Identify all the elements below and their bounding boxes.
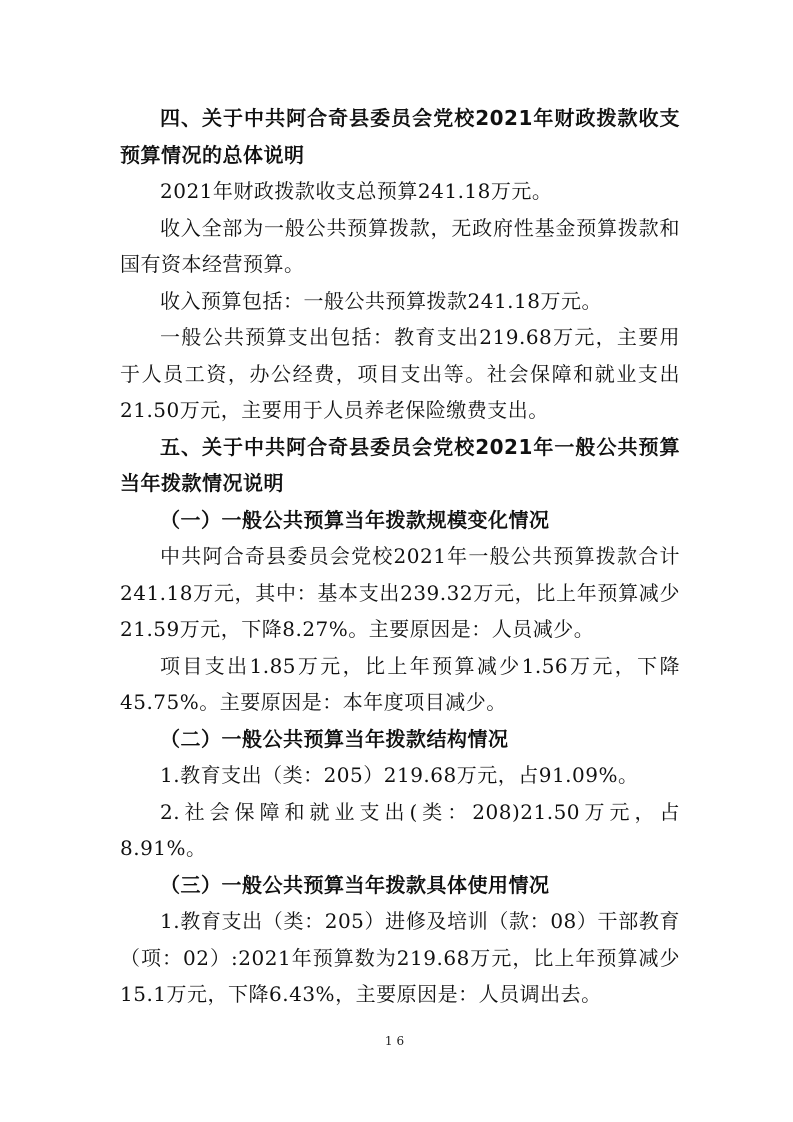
paragraph-total-budget: 2021年财政拨款收支总预算241.18万元。 bbox=[160, 179, 553, 203]
paragraph-expenditure: 一般公共预算支出包括：教育支出219.68万元，主要用于人员工资，办公经费，项目支出等。社会保障和就业支出21.50万元，主要用于人员养老保险缴费支出。 bbox=[120, 325, 680, 422]
paragraph-structure-2: 2.社会保障和就业支出(类：208)21.50万元，占8.91%。 bbox=[120, 799, 680, 860]
paragraph-income-budget: 收入预算包括：一般公共预算拨款241.18万元。 bbox=[160, 288, 602, 313]
page-number: 16 bbox=[384, 1034, 409, 1048]
section-heading-5: 五、关于中共阿合奇县委员会党校2021年一般公共预算当年拨款情况说明 bbox=[120, 434, 680, 495]
paragraph-scale-change: 中共阿合奇县委员会党校2021年一般公共预算拨款合计241.18万元，其中：基本支出239.32万元，比上年预算减少21.59万元，下降8.27%。主要原因是：人员减少。 bbox=[120, 544, 680, 641]
paragraph-structure-1: 1.教育支出（类：205）219.68万元，占91.09%。 bbox=[160, 763, 639, 787]
subheading-3: （三）一般公共预算当年拨款具体使用情况 bbox=[160, 872, 550, 897]
paragraph-project-expenditure: 项目支出1.85万元，比上年预算减少1.56万元，下降45.75%。主要原因是：本年度项目减少。 bbox=[120, 653, 680, 714]
subheading-2: （二）一般公共预算当年拨款结构情况 bbox=[160, 726, 509, 751]
section-heading-4: 四、关于中共阿合奇县委员会党校2021年财政拨款收支预算情况的总体说明 bbox=[120, 106, 680, 167]
paragraph-income-source: 收入全部为一般公共预算拨款，无政府性基金预算拨款和国有资本经营预算。 bbox=[120, 215, 680, 276]
subheading-1: （一）一般公共预算当年拨款规模变化情况 bbox=[160, 507, 550, 532]
paragraph-usage-1: 1.教育支出（类：205）进修及培训（款：08）干部教育（项：02）:2021年预算数为219.68万元，比上年预算减少15.1万元，下降6.43%，主要原因是：人员调出去。 bbox=[120, 909, 680, 1006]
document-body bbox=[120, 100, 680, 1013]
